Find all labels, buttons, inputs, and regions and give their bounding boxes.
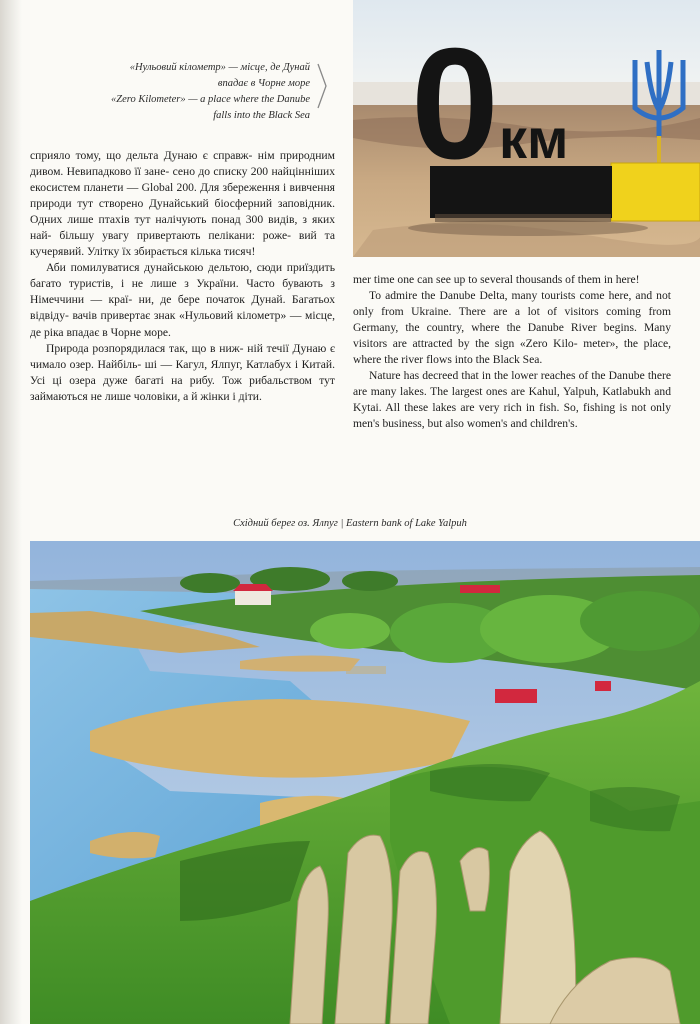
svg-text:0: 0	[411, 16, 499, 192]
paragraph: сприяло тому, що дельта Дунаю є справж- нім природним дивом. Невипадково її зане- сено до списку 200 найцінніших екосистем планети — Global 200. Для збереження і вивчення природи тут створено Дунайський біосферний заповідник. Одних лише птахів тут налічують понад 300 видів, з яких най- більшу увагу привертають пелікани: роже- вий та кучерявий. Улітку їх збирається кілька тисяч!	[30, 149, 335, 259]
paragraph: Природа розпорядилася так, що в ниж- ній течії Дунаю є чимало озер. Найбіль- ші — Кагул, Ялпуг, Катлабух і Китай. Усі ці озера дуже багаті на рибу. Тож рибальством тут займаються не лише чоловіки, а й жінки і діти.	[30, 341, 335, 403]
caption-line: falls into the Black Sea	[213, 110, 310, 121]
paragraph: Аби помилуватися дунайською дельтою, сюди приїздить багато туристів, і не лише з України. Часто бувають з Німеччини — краї- ни, де бере початок Дунай. Багатьох відвіду- вачів привертає знак «Нульовий кілометр» — місце, де ріка впадає в Чорне море.	[30, 261, 335, 339]
svg-text:км: км	[499, 107, 569, 170]
paragraph: To admire the Danube Delta, many tourists come here, and not only from Ukraine. There are a lot of visitors coming from Germany, the country, where the Danube River begins. Many visitors are attracted by the sign «Zero Kilo- meter», the place, where the river flows into the Black Sea.	[353, 289, 671, 367]
sign-photo-caption	[60, 60, 310, 124]
english-text-column	[353, 272, 671, 432]
zero-kilometer-photo	[353, 0, 700, 257]
caption-line: «Zero Kilometer» — a place where the Danube	[111, 94, 310, 105]
ukrainian-text-column	[30, 148, 335, 405]
page-gutter-shadow	[0, 0, 22, 1024]
paragraph: mer time one can see up to several thousands of them in here!	[353, 273, 640, 286]
caption-line: впадає в Чорне море	[217, 78, 310, 89]
caption-line: «Нульовий кілометр» — місце, де Дунай	[129, 62, 310, 73]
caption-pointer-icon	[316, 62, 328, 110]
paragraph: Nature has decreed that in the lower reaches of the Danube there are many lakes. The largest ones are Kahul, Yalpuh, Katlabukh and Kytai. All these lakes are very rich in fish. So, fishing is not only men's business, but also women's and children's.	[353, 369, 671, 431]
lake-photo-caption: Східний берег оз. Ялпуг | Eastern bank of Lake Yalpuh	[233, 518, 467, 529]
lake-yalpuh-photo	[30, 541, 700, 1024]
